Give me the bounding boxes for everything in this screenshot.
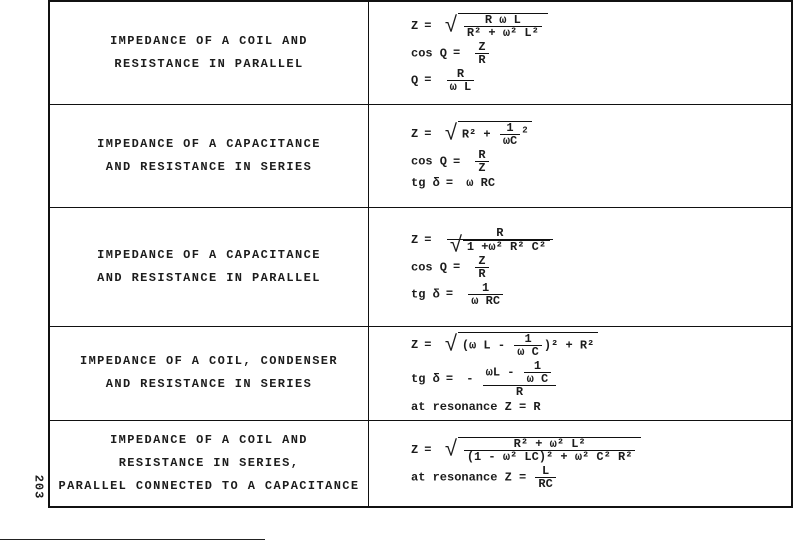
formula-impedance: Z = $\frac{R}{\text{√ 1 +ω² R² C²}}$ bbox=[411, 227, 791, 253]
table-row bbox=[49, 420, 792, 507]
formula-impedance: Z = √ $\frac{\text{R ω L}}{\text{R² + ω² L²}}$ bbox=[411, 13, 791, 39]
formula-resonance: at resonance Z = R bbox=[411, 400, 541, 414]
description-line: IMPEDANCE OF A COIL AND bbox=[110, 33, 308, 48]
row-description bbox=[49, 326, 369, 420]
page-number: 203 bbox=[31, 474, 46, 500]
row-formulas bbox=[369, 104, 793, 207]
square-root: √ 1 +ω² R² C² bbox=[450, 240, 550, 253]
row-description bbox=[49, 420, 369, 507]
description-line: IMPEDANCE OF A CAPACITANCE bbox=[97, 136, 321, 151]
formula-loss-tangent: tg δ = $\frac{1}{\text{ω RC}}$ bbox=[411, 282, 791, 307]
row-formulas bbox=[369, 207, 793, 326]
page-margin bbox=[28, 0, 48, 520]
table-row bbox=[49, 207, 792, 326]
formula-impedance: Z = √ (ω L - $\frac{1}{\text{ω C}}$ )² + R² bbox=[411, 332, 791, 358]
square-root: √ $\frac{\text{R² + ω² L²}}{\text{(1 - ω² LC)² + ω² C² R²}}$ bbox=[445, 437, 642, 463]
formula-cos: cos Q = $\frac{Z}{R}$ bbox=[411, 255, 791, 280]
footer-rule bbox=[0, 539, 265, 540]
description-line: RESISTANCE IN SERIES, bbox=[118, 455, 300, 470]
formula-impedance: Z = √ $\frac{\text{R² + ω² L²}}{\text{(1 - ω² LC)² + ω² C² R²}}$ bbox=[411, 437, 791, 463]
square-root: √ $\frac{\text{R ω L}}{\text{R² + ω² L²}}$ bbox=[445, 13, 548, 39]
impedance-formula-table bbox=[48, 0, 793, 508]
square-root: √ (ω L - $\frac{1}{\text{ω C}}$ )² + R² bbox=[445, 332, 599, 358]
description-line: IMPEDANCE OF A COIL AND bbox=[110, 432, 308, 447]
square-root: √ R² + $\frac{1}{\omega C}$ $^2$ bbox=[445, 121, 532, 147]
formula-resonance: at resonance Z = $\frac{L}{RC}$ bbox=[411, 465, 791, 490]
row-description bbox=[49, 104, 369, 207]
table-row bbox=[49, 326, 792, 420]
row-formulas bbox=[369, 420, 793, 507]
description-line: PARALLEL CONNECTED TO A CAPACITANCE bbox=[58, 478, 360, 493]
description-line: AND RESISTANCE IN SERIES bbox=[105, 377, 313, 391]
description-line: AND RESISTANCE IN PARALLEL bbox=[97, 270, 321, 285]
table-row bbox=[49, 1, 792, 104]
description-line: IMPEDANCE OF A COIL, CONDENSER bbox=[79, 354, 339, 368]
formula-quality: Q = $\frac{R}{\text{ω L}}$ bbox=[411, 68, 791, 93]
formula-loss-tangent: tg δ = - ωL - $\frac{1}{\text{ω C}}$ R bbox=[411, 360, 791, 398]
formula-loss-tangent: tg δ = ω RC bbox=[411, 176, 496, 190]
formula-impedance: Z = √ R² + $\frac{1}{\omega C}$ $^2$ bbox=[411, 121, 791, 147]
formula-cos: cos Q = $\frac{Z}{R}$ bbox=[411, 41, 791, 66]
row-description bbox=[49, 1, 369, 104]
description-line: RESISTANCE IN PARALLEL bbox=[114, 56, 304, 71]
row-description bbox=[49, 207, 369, 326]
formula-cos: cos Q = $\frac{R}{Z}$ bbox=[411, 149, 791, 174]
row-formulas bbox=[369, 1, 793, 104]
table-row bbox=[49, 104, 792, 207]
description-line: IMPEDANCE OF A CAPACITANCE bbox=[97, 247, 321, 262]
row-formulas bbox=[369, 326, 793, 420]
description-line: AND RESISTANCE IN SERIES bbox=[105, 159, 313, 174]
